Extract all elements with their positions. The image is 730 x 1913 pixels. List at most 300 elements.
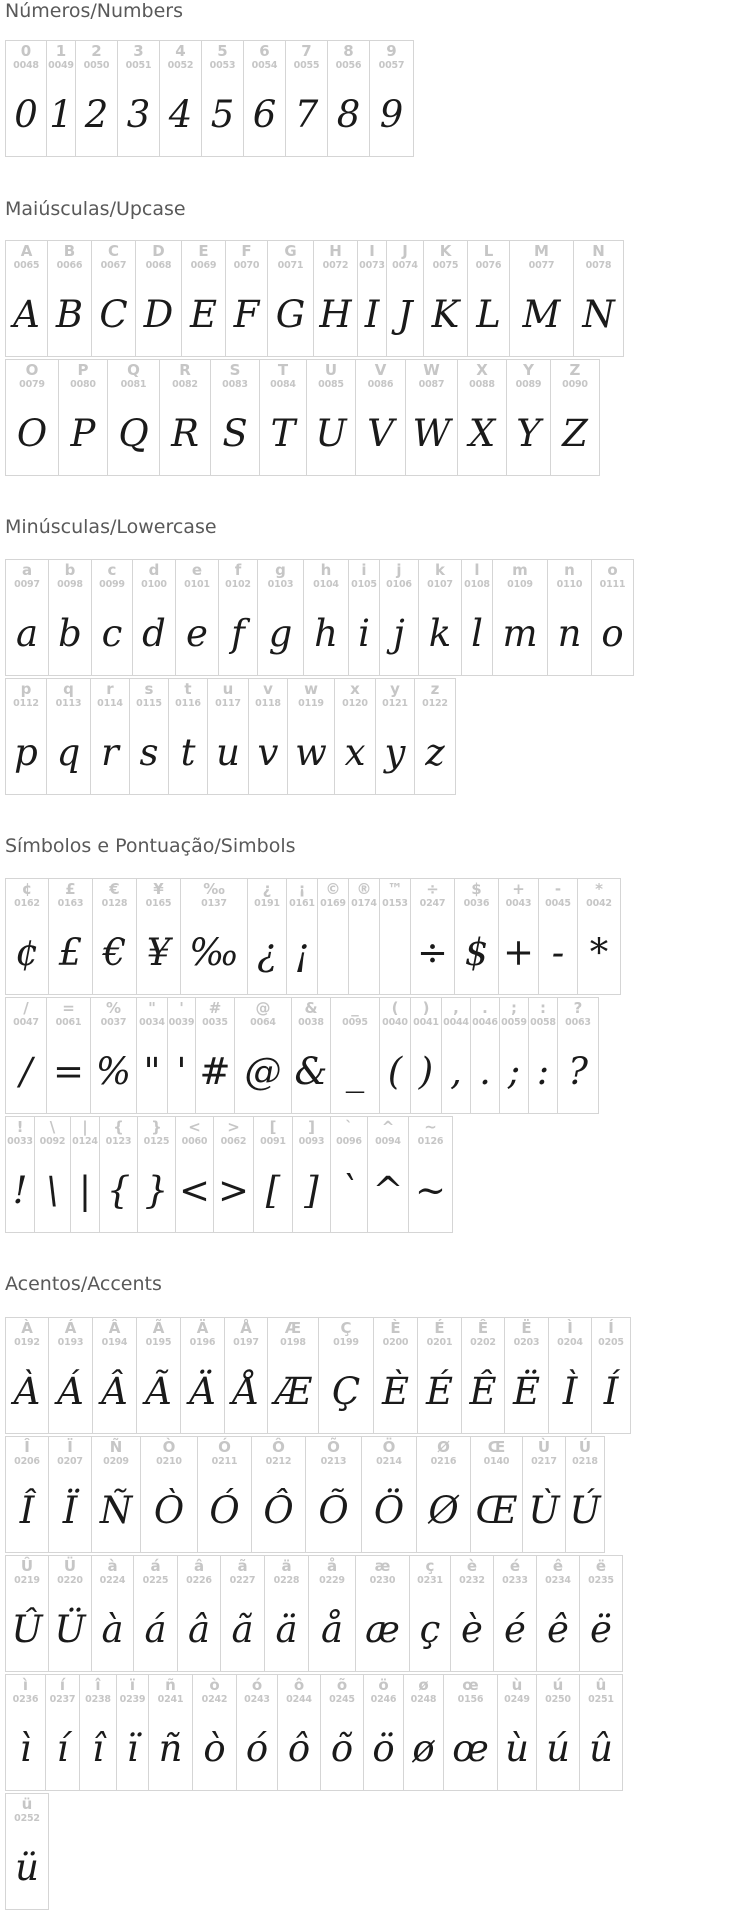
glyph-cell [509,240,574,357]
cell-code-label: 0046 [472,1017,498,1028]
cell-code-label: 0089 [515,379,542,390]
cell-glyph-sample: > [217,1169,249,1212]
glyph-cell [369,40,414,157]
cell-code-label: 0209 [103,1456,129,1467]
cell-code-label: 0047 [13,1017,39,1028]
cell-code-label: 0049 [48,60,74,71]
glyph-cell [181,240,226,357]
glyph-cell [285,40,328,157]
glyph-cell [129,678,169,795]
cell-code-label: 0156 [457,1694,484,1705]
cell-code-label: 0082 [172,379,198,390]
glyph-cell [180,878,248,995]
cell-glyph-sample: æ [365,1608,400,1651]
glyph-cell [355,1555,410,1672]
cell-code-label: 0063 [565,1017,591,1028]
cell-glyph-sample: % [95,1050,132,1093]
glyph-cell [492,559,548,676]
cell-glyph-sample: ¡ [294,931,310,974]
glyph-cell [303,559,349,676]
cell-character-label: A [20,242,33,260]
glyph-cell [327,40,370,157]
cell-glyph-sample: o [601,612,624,655]
glyph-cell [547,559,592,676]
cell-character-label: î [95,1676,101,1694]
cell-glyph-sample: i [358,612,370,655]
cell-glyph-sample: Å [232,1370,260,1413]
cell-glyph-sample: ü [15,1846,39,1889]
cell-code-label: 0110 [556,579,583,590]
cell-character-label: ^ [381,1118,395,1136]
cell-character-label: 5 [217,42,228,60]
cell-character-label: N [592,242,605,260]
cell-character-label: Ö [382,1438,396,1456]
cell-glyph-sample: ê [547,1608,569,1651]
cell-character-label: £ [65,880,76,898]
cell-glyph-sample: Í [603,1370,619,1413]
glyph-cell [5,240,48,357]
cell-character-label: è [466,1557,478,1575]
cell-code-label: 0108 [464,579,490,590]
glyph-cell [247,878,287,995]
cell-code-label: 0094 [375,1136,401,1147]
cell-glyph-sample: ! [12,1169,28,1212]
glyph-row [5,240,623,357]
cell-code-label: 0050 [83,60,110,71]
cell-character-label: ç [425,1557,435,1575]
cell-character-label: Ô [272,1438,285,1456]
cell-glyph-sample: ^ [372,1169,404,1212]
section-title-numbers: Números/Numbers [5,0,183,22]
cell-glyph-sample: u [216,731,240,774]
cell-character-label: á [150,1557,161,1575]
glyph-cell [450,1555,494,1672]
cell-glyph-sample: } [144,1169,169,1212]
cell-code-label: 0116 [175,698,201,709]
cell-code-label: 0035 [202,1017,228,1028]
cell-code-label: 0229 [319,1575,345,1586]
cell-code-label: 0252 [14,1813,40,1824]
cell-glyph-sample: G [275,293,306,336]
glyph-cell [136,1317,181,1434]
cell-glyph-sample: z [425,731,445,774]
cell-character-label: n [564,561,575,579]
cell-glyph-sample: f [231,612,245,655]
cell-code-label: 0105 [351,579,377,590]
cell-character-label: { [113,1118,124,1136]
cell-glyph-sample: ) [418,1050,434,1093]
cell-code-label: 0043 [505,898,532,909]
cell-code-label: 0232 [459,1575,485,1586]
glyph-cell [441,997,471,1114]
cell-code-label: 0060 [181,1136,208,1147]
cell-code-label: 0070 [233,260,260,271]
cell-character-label: ; [511,999,517,1017]
cell-character-label: P [77,361,89,379]
cell-character-label: F [241,242,252,260]
cell-character-label: q [63,680,74,698]
cell-glyph-sample: 7 [294,93,319,136]
cell-glyph-sample: t [180,731,196,774]
cell-code-label: 0042 [586,898,612,909]
cell-character-label: y [390,680,400,698]
glyph-cell [470,997,500,1114]
cell-character-label: ‰ [203,880,225,898]
cell-code-label: 0068 [145,260,172,271]
cell-glyph-sample: ç [419,1608,441,1651]
cell-character-label: € [109,880,120,898]
glyph-cell [286,878,318,995]
cell-character-label: Ø [437,1438,450,1456]
cell-character-label: ô [293,1676,305,1694]
cell-glyph-sample: ô [287,1727,311,1770]
cell-glyph-sample: à [101,1608,124,1651]
glyph-cell [220,1555,265,1672]
cell-glyph-sample: w [295,731,327,774]
cell-glyph-sample: C [99,293,128,336]
cell-character-label: 9 [386,42,397,60]
glyph-cell [48,1317,93,1434]
cell-character-label: ~ [424,1118,437,1136]
cell-glyph-sample: [ [265,1169,281,1212]
cell-code-label: 0048 [13,60,39,71]
cell-glyph-sample [318,928,348,978]
glyph-cell [379,878,411,995]
cell-glyph-sample: " [143,1050,161,1093]
glyph-cell [363,1674,404,1791]
glyph-cell [579,1674,623,1791]
cell-character-label: i [361,561,367,579]
cell-code-label: 0238 [85,1694,111,1705]
cell-glyph-sample: X [468,412,496,455]
cell-character-label: k [435,561,445,579]
cell-glyph-sample: 1 [49,93,73,136]
cell-character-label: R [179,361,191,379]
cell-glyph-sample: 9 [379,93,404,136]
cell-glyph-sample: î [92,1727,104,1770]
cell-character-label: Á [64,1319,77,1337]
cell-character-label: , [453,999,459,1017]
glyph-cell [48,878,93,995]
glyph-cell [207,678,249,795]
glyph-cell [91,559,133,676]
glyph-cell [461,1317,505,1434]
cell-character-label: Ù [537,1438,551,1456]
cell-glyph-sample: I [364,293,380,336]
cell-glyph-sample: í [56,1727,69,1770]
cell-glyph-sample: Z [562,412,588,455]
cell-code-label: 0056 [335,60,362,71]
cell-character-label: x [350,680,360,698]
glyph-cell [334,678,376,795]
cell-glyph-sample: l [471,612,483,655]
cell-character-label: W [423,361,440,379]
cell-code-label: 0163 [57,898,84,909]
cell-code-label: 0203 [513,1337,540,1348]
glyph-cell [210,359,260,476]
glyph-row [5,359,599,476]
glyph-cell [522,1436,566,1553]
cell-character-label: ` [345,1118,353,1136]
cell-code-label: 0040 [382,1017,408,1028]
glyph-cell [591,1317,631,1434]
cell-character-label: © [325,880,341,898]
cell-code-label: 0137 [201,898,227,909]
cell-code-label: 0211 [211,1456,238,1467]
glyph-cell [306,359,356,476]
cell-code-label: 0103 [267,579,294,590]
cell-glyph-sample: d [142,612,166,655]
glyph-row [5,559,633,676]
cell-character-label: Z [569,361,581,379]
cell-code-label: 0080 [70,379,96,390]
cell-code-label: 0210 [156,1456,182,1467]
cell-code-label: 0086 [367,379,394,390]
cell-code-label: 0244 [286,1694,312,1705]
cell-character-label: â [193,1557,205,1575]
cell-character-label: õ [336,1676,348,1694]
cell-glyph-sample: £ [58,931,83,974]
cell-glyph-sample: H [319,293,352,336]
glyph-cell [536,1674,580,1791]
glyph-row [5,1116,452,1233]
cell-glyph-sample: ? [568,1050,588,1093]
glyph-cell [373,1317,418,1434]
cell-character-label: Ê [477,1319,489,1337]
cell-code-label: 0055 [293,60,320,71]
cell-glyph-sample: Á [57,1370,84,1413]
cell-glyph-sample: Ü [54,1608,86,1651]
glyph-cell [48,1555,92,1672]
glyph-cell [5,40,47,157]
cell-glyph-sample: 4 [168,93,193,136]
cell-glyph-sample: Ì [562,1370,578,1413]
cell-character-label: H [329,242,342,260]
glyph-cell [257,559,304,676]
cell-code-label: 0206 [14,1456,40,1467]
cell-code-label: 0102 [225,579,251,590]
cell-character-label: w [304,680,318,698]
cell-character-label: ù [511,1676,523,1694]
cell-code-label: 0114 [97,698,123,709]
cell-glyph-sample: g [268,612,293,655]
cell-code-label: 0213 [320,1456,347,1467]
glyph-cell [132,559,176,676]
cell-character-label: J [402,242,408,260]
glyph-cell [46,678,91,795]
cell-code-label: 0195 [145,1337,172,1348]
cell-character-label: œ [462,1676,479,1694]
cell-code-label: 0058 [530,1017,556,1028]
glyph-cell [379,559,419,676]
glyph-cell [409,1555,451,1672]
cell-code-label: 0218 [572,1456,598,1467]
cell-code-label: 0095 [342,1017,368,1028]
cell-character-label: É [434,1319,445,1337]
cell-code-label: 0204 [557,1337,583,1348]
cell-character-label: C [107,242,119,260]
cell-code-label: 0197 [233,1337,259,1348]
cell-code-label: 0194 [101,1337,128,1348]
cell-glyph-sample: : [536,1050,550,1093]
cell-character-label: Ä [196,1319,209,1337]
cell-glyph-sample: Ä [189,1370,216,1413]
cell-character-label: ) [422,999,430,1017]
glyph-cell [5,678,47,795]
cell-character-label: s [144,680,154,698]
glyph-cell [236,1674,278,1791]
cell-code-label: 0174 [351,898,377,909]
cell-code-label: 0196 [189,1337,216,1348]
cell-character-label: ï [129,1676,136,1694]
cell-code-label: 0246 [370,1694,397,1705]
cell-code-label: 0162 [14,898,40,909]
glyph-cell [410,997,442,1114]
cell-glyph-sample: Ö [373,1489,405,1532]
cell-code-label: 0115 [136,698,162,709]
cell-code-label: 0193 [57,1337,84,1348]
cell-character-label: g [275,561,286,579]
cell-glyph-sample: Ú [569,1489,601,1532]
cell-glyph-sample: R [171,412,199,455]
cell-code-label: 0071 [277,260,304,271]
cell-glyph-sample: O [16,412,48,455]
cell-code-label: 0087 [418,379,445,390]
cell-code-label: 0062 [220,1136,247,1147]
cell-character-label: & [304,999,318,1017]
glyph-cell [591,559,634,676]
cell-code-label: 0121 [382,698,408,709]
glyph-cell [470,1436,523,1553]
glyph-row [5,1793,48,1910]
cell-code-label: 0228 [273,1575,300,1586]
cell-code-label: 0239 [119,1694,146,1705]
glyph-cell [5,1317,49,1434]
cell-glyph-sample: j [393,612,405,655]
cell-character-label: ™ [387,880,403,898]
glyph-row [5,1674,622,1791]
cell-glyph-sample: N [582,293,615,336]
cell-character-label: B [63,242,76,260]
glyph-cell [5,359,59,476]
cell-glyph-sample: J [397,293,413,336]
cell-glyph-sample: ( [387,1050,403,1093]
cell-character-label: Ç [340,1319,352,1337]
cell-character-label: ø [418,1676,429,1694]
cell-character-label: = [62,999,75,1017]
glyph-cell [175,1116,214,1233]
glyph-cell [213,1116,254,1233]
cell-character-label: f [234,561,242,579]
cell-character-label: ì [22,1676,29,1694]
cell-glyph-sample: ¢ [15,931,39,974]
cell-character-label: " [148,999,156,1017]
cell-glyph-sample: é [504,1608,526,1651]
cell-character-label: | [82,1118,88,1136]
cell-code-label: 0111 [599,579,626,590]
cell-code-label: 0059 [501,1017,527,1028]
cell-glyph-sample: , [450,1050,462,1093]
cell-code-label: 0200 [382,1337,409,1348]
cell-character-label: d [148,561,160,579]
glyph-cell [461,559,493,676]
cell-character-label: % [105,999,122,1017]
glyph-cell [408,1116,453,1233]
cell-glyph-sample: å [320,1608,344,1651]
cell-glyph-sample: S [222,412,248,455]
cell-character-label: å [326,1557,338,1575]
cell-character-label: 4 [175,42,186,60]
cell-character-label: / [23,999,29,1017]
glyph-cell [348,878,380,995]
cell-character-label: j [396,561,402,579]
cell-code-label: 0192 [14,1337,40,1348]
glyph-cell [201,40,244,157]
cell-code-label: 0066 [56,260,83,271]
glyph-cell [140,1436,198,1553]
glyph-cell [48,559,92,676]
glyph-cell [548,1317,592,1434]
cell-glyph-sample: ë [590,1608,612,1651]
cell-character-label: ] [308,1118,315,1136]
cell-glyph-sample: e [186,612,208,655]
cell-code-label: 0038 [298,1017,324,1028]
cell-code-label: 0119 [298,698,324,709]
cell-glyph-sample: = [52,1050,84,1093]
cell-code-label: 0101 [184,579,210,590]
cell-character-label: Å [240,1319,252,1337]
cell-character-label: 7 [301,42,312,60]
cell-glyph-sample: Õ [318,1489,349,1532]
cell-character-label: I [369,242,375,260]
cell-code-label: 0125 [143,1136,170,1147]
cell-code-label: 0249 [504,1694,530,1705]
cell-character-label: z [430,680,440,698]
glyph-cell [192,1674,237,1791]
cell-character-label: } [151,1118,162,1136]
glyph-cell [99,1116,138,1233]
cell-code-label: 0065 [13,260,40,271]
cell-glyph-sample: ö [372,1727,395,1770]
cell-glyph-sample: * [589,931,609,974]
cell-character-label: + [512,880,525,898]
cell-glyph-sample: y [384,731,406,774]
cell-code-label: 0140 [483,1456,510,1467]
cell-character-label: Œ [487,1438,506,1456]
cell-code-label: 0053 [209,60,236,71]
cell-code-label: 0224 [99,1575,126,1586]
cell-glyph-sample: 5 [210,93,235,136]
glyph-cell [75,40,118,157]
cell-glyph-sample [380,928,410,978]
cell-glyph-sample: Ò [153,1489,185,1532]
glyph-cell [225,240,268,357]
cell-glyph-sample: ~ [414,1169,446,1212]
glyph-cell [92,1317,137,1434]
cell-code-label: 0075 [432,260,459,271]
cell-code-label: 0098 [57,579,83,590]
cell-glyph-sample: q [56,731,81,774]
glyph-cell [538,878,578,995]
cell-glyph-sample: - [551,931,565,974]
glyph-cell [410,878,455,995]
cell-glyph-sample: Û [11,1608,43,1651]
cell-character-label: T [277,361,289,379]
section-title-accents: Acentos/Accents [5,1273,162,1295]
glyph-row [5,997,598,1114]
cell-code-label: 0077 [528,260,555,271]
cell-character-label: ¥ [153,880,164,898]
